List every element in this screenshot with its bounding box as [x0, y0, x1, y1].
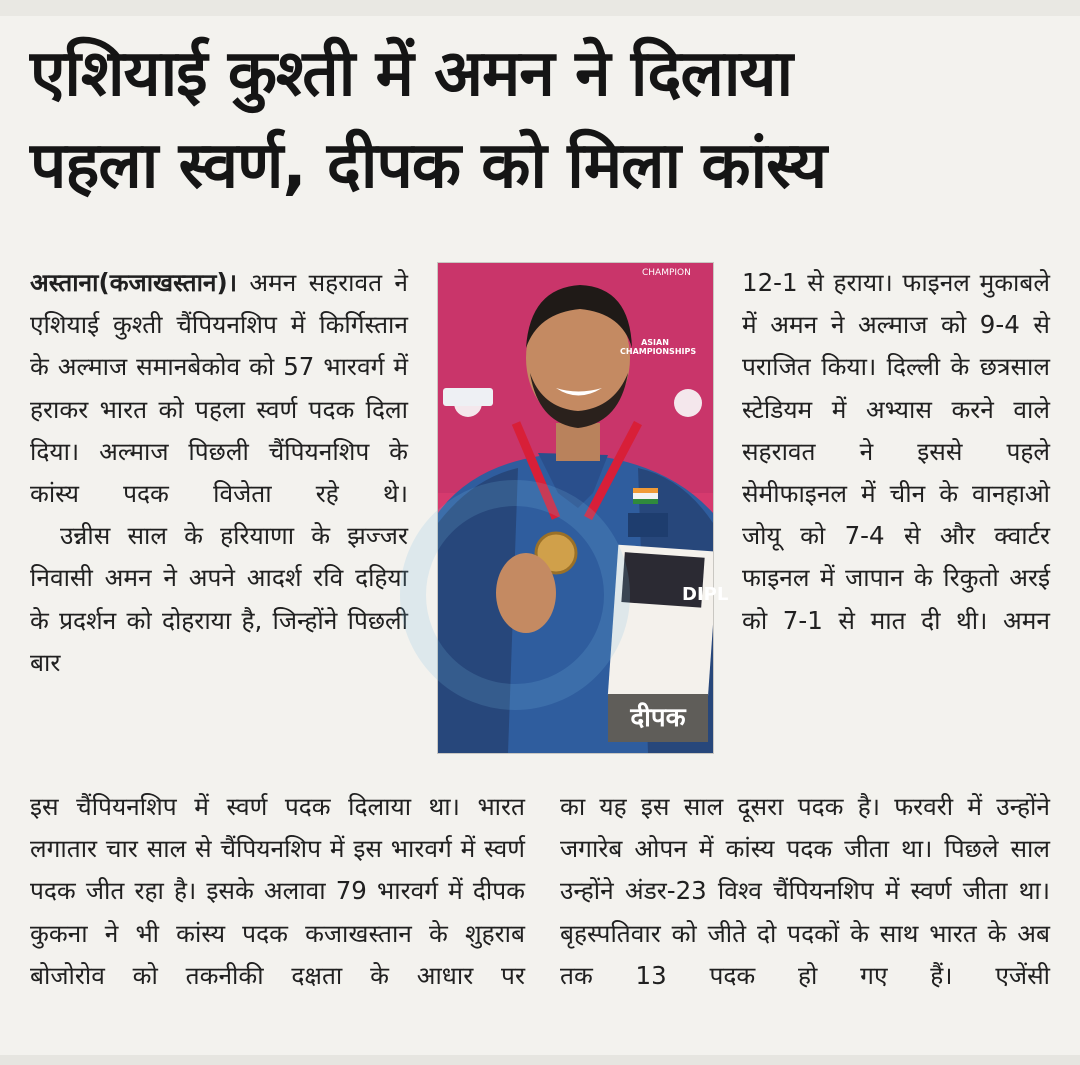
article-paragraph-1 [30, 262, 408, 515]
bottom-right-text: का यह इस साल दूसरा पदक है। फरवरी में उन्होंने जगारेब ओपन में कांस्य पदक जीता था। पिछले साल उन्होंने अंडर-23 विश्व चैंपियनशिप में स्वर्ण जीता था। बृहस्पतिवार को जीते दो पदकों के साथ भारत के अब तक 13 पदक हो गए हैं। [560, 792, 1050, 990]
news-source: एजेंसी [995, 960, 1050, 990]
sponsor-logo [443, 388, 493, 406]
dateline: अस्ताना(कजाखस्तान)। [30, 268, 238, 297]
headline-line-1: एशियाई कुश्ती में अमन ने दिलाया [30, 37, 793, 111]
banner-text-2: ASIAN CHAMPIONSHIPS [620, 338, 697, 356]
neck [556, 423, 600, 461]
paragraph-1-text: अमन सहरावत ने एशियाई कुश्ती चैंपियनशिप में किर्गिस्तान के अल्माज समानबेकोव को 57 भारवर्ग में हराकर भारत को पहला स्वर्ण पदक दिला दिया। अल्माज पिछली चैंपियनशिप के कांस्य पदक विजेता रहे थे। [30, 268, 408, 509]
flag-saffron [633, 488, 658, 493]
flag-green [633, 499, 658, 504]
backdrop-logo-1 [674, 389, 702, 417]
news-photo [437, 262, 714, 754]
article-bottom-left: इस चैंपियनशिप में स्वर्ण पदक दिलाया था। भारत लगातार चार साल से चैंपियनशिप में इस भारवर्ग में स्वर्ण पदक जीत रहा है। इसके अलावा 79 भारवर्ग में दीपक कुकना ने भी कांस्य पदक कजाखस्तान के शुहराब बोजोरोव को तकनीकी दक्षता के आधार पर [30, 792, 525, 990]
sponsor-patch [628, 513, 668, 537]
diploma-text: DIPL [682, 584, 729, 605]
hand [496, 553, 556, 633]
top-border [0, 0, 1080, 16]
article-column-left [30, 262, 408, 684]
article-bottom-right [560, 786, 1050, 997]
banner-text: CHAMPION [642, 268, 691, 278]
article-column-right: 12-1 से हराया। फाइनल मुकाबले में अमन ने अल्माज को 9-4 से पराजित किया। दिल्ली के छत्रसाल स्टेडियम में अभ्यास करने वाले सहरावत ने इससे पहले सेमीफाइनल में चीन के वानहाओ जोयू को 7-4 से और क्वार्टर फाइनल में जापान के रिकुतो अरई को 7-1 से मात दी थी। अमन [742, 268, 1050, 635]
article-paragraph-2: उन्नीस साल के हरियाणा के झज्जर निवासी अमन ने अपने आदर्श रवि दहिया के प्रदर्शन को दोहराया है, जिन्होंने पिछली बार [30, 521, 408, 677]
headline-line-2: पहला स्वर्ण, दीपक को मिला कांस्य [30, 129, 827, 203]
bottom-border [0, 1055, 1080, 1065]
headline [30, 28, 1060, 212]
photo-caption: दीपक [608, 694, 708, 742]
wrestler-photo-illustration [438, 263, 713, 753]
